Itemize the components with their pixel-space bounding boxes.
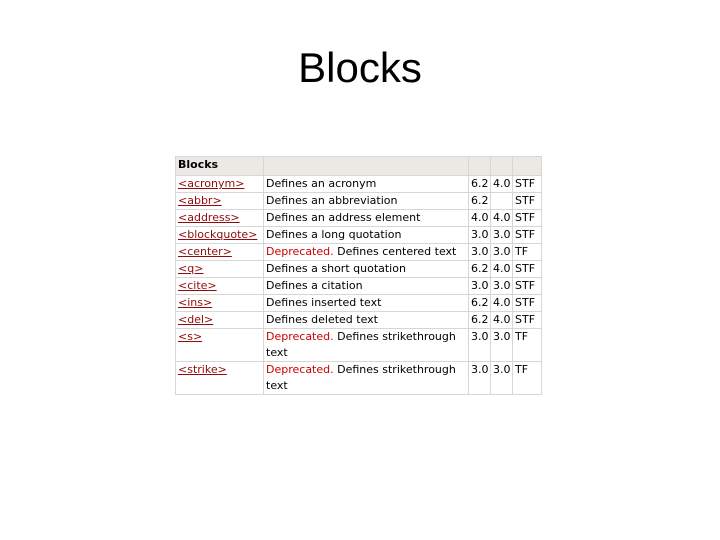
f-version: 4.0 <box>491 261 513 278</box>
dtd-value: STF <box>513 261 542 278</box>
table-row <box>176 176 542 193</box>
tag-description: Defines a short quotation <box>266 262 406 275</box>
header-cell-dtd <box>513 157 542 176</box>
tag-description: Defines centered text <box>337 245 457 258</box>
dtd-value: TF <box>513 329 542 362</box>
header-cell-description <box>264 157 469 176</box>
ie-version: 6.2 <box>469 193 491 210</box>
ie-version: 3.0 <box>469 244 491 261</box>
tag-description: Defines deleted text <box>266 313 378 326</box>
table-row <box>176 261 542 278</box>
table-row <box>176 278 542 295</box>
dtd-value: STF <box>513 227 542 244</box>
tag-description: Defines an acronym <box>266 177 377 190</box>
tag-description: Defines strikethrough text <box>266 330 456 359</box>
tag-description: Defines a citation <box>266 279 363 292</box>
tag-description: Defines strikethrough text <box>266 363 456 392</box>
tag-description: Defines inserted text <box>266 296 382 309</box>
tag-description: Defines an abbreviation <box>266 194 398 207</box>
ie-version: 3.0 <box>469 278 491 295</box>
tag-description: Defines a long quotation <box>266 228 402 241</box>
dtd-value: TF <box>513 362 542 395</box>
tag-link[interactable]: <acronym> <box>178 177 245 190</box>
table-row <box>176 244 542 261</box>
tag-link[interactable]: <blockquote> <box>178 228 258 241</box>
table-row <box>176 193 542 210</box>
tag-link[interactable]: <address> <box>178 211 240 224</box>
table-row <box>176 210 542 227</box>
f-version: 4.0 <box>491 210 513 227</box>
slide-title: Blocks <box>298 44 422 91</box>
header-cell-tag: Blocks <box>176 157 264 176</box>
tag-link[interactable]: <strike> <box>178 363 227 376</box>
dtd-value: STF <box>513 176 542 193</box>
ie-version: 3.0 <box>469 227 491 244</box>
dtd-value: STF <box>513 278 542 295</box>
tag-link[interactable]: <cite> <box>178 279 217 292</box>
table-row <box>176 362 542 395</box>
header-cell-f <box>491 157 513 176</box>
tags-reference-table <box>175 156 542 395</box>
ie-version: 4.0 <box>469 210 491 227</box>
tag-link[interactable]: <q> <box>178 262 204 275</box>
tag-description: Defines an address element <box>266 211 421 224</box>
ie-version: 6.2 <box>469 312 491 329</box>
f-version: 3.0 <box>491 362 513 395</box>
table-row <box>176 312 542 329</box>
f-version: 4.0 <box>491 295 513 312</box>
deprecated-label: Deprecated. <box>266 245 334 258</box>
tag-link[interactable]: <abbr> <box>178 194 222 207</box>
header-cell-ie <box>469 157 491 176</box>
deprecated-label: Deprecated. <box>266 363 334 376</box>
f-version: 4.0 <box>491 176 513 193</box>
f-version: 3.0 <box>491 278 513 295</box>
tag-link[interactable]: <ins> <box>178 296 213 309</box>
dtd-value: STF <box>513 193 542 210</box>
dtd-value: STF <box>513 295 542 312</box>
table-row <box>176 329 542 362</box>
ie-version: 6.2 <box>469 261 491 278</box>
f-version: 4.0 <box>491 312 513 329</box>
deprecated-label: Deprecated. <box>266 330 334 343</box>
table-header-row <box>176 157 542 176</box>
dtd-value: STF <box>513 210 542 227</box>
tag-link[interactable]: <del> <box>178 313 214 326</box>
dtd-value: TF <box>513 244 542 261</box>
tag-link[interactable]: <center> <box>178 245 232 258</box>
dtd-value: STF <box>513 312 542 329</box>
table-row <box>176 295 542 312</box>
ie-version: 3.0 <box>469 329 491 362</box>
table-row <box>176 227 542 244</box>
tag-link[interactable]: <s> <box>178 330 203 343</box>
f-version: 3.0 <box>491 227 513 244</box>
f-version: 3.0 <box>491 244 513 261</box>
f-version <box>491 193 513 210</box>
ie-version: 6.2 <box>469 295 491 312</box>
ie-version: 3.0 <box>469 362 491 395</box>
ie-version: 6.2 <box>469 176 491 193</box>
f-version: 3.0 <box>491 329 513 362</box>
